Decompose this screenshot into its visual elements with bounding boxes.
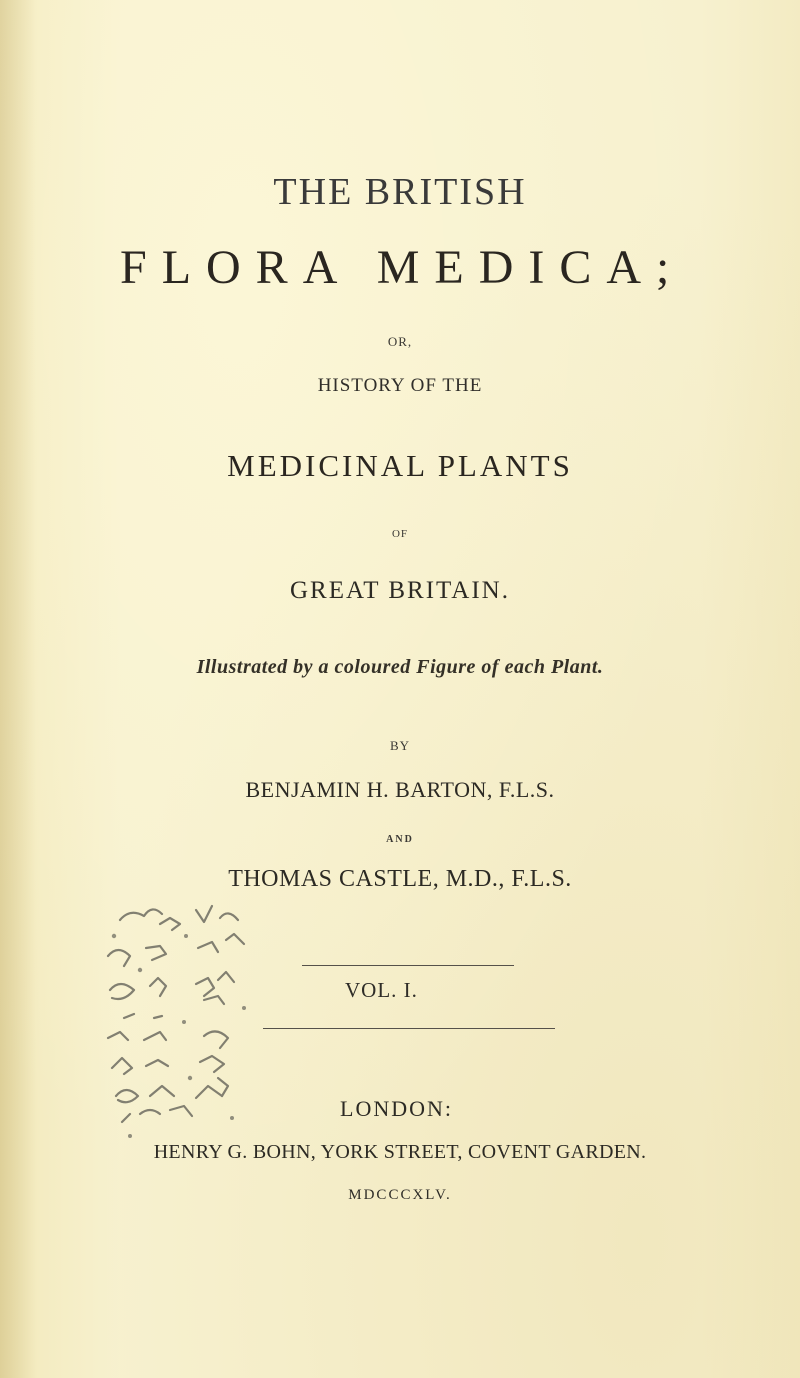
line-by: BY bbox=[389, 738, 411, 753]
title-line-medicinal-plants: MEDICINAL PLANTS bbox=[227, 448, 573, 483]
imprint-city: LONDON: bbox=[340, 1096, 453, 1121]
imprint-year: MDCCCXLV. bbox=[348, 1187, 452, 1203]
title-line-the-british: THE BRITISH bbox=[273, 171, 527, 213]
title-flora-medica: FLORA MEDICA; bbox=[120, 241, 685, 294]
volume-label: VOL. I. bbox=[345, 978, 418, 1002]
title-line-history-of-the: HISTORY OF THE bbox=[317, 375, 483, 396]
divider-rule-bottom bbox=[263, 1028, 555, 1029]
title-line-of: OF bbox=[391, 528, 409, 540]
imprint-publisher: HENRY G. BOHN, YORK STREET, COVENT GARDEN. bbox=[153, 1141, 647, 1163]
title-line-or: OR, bbox=[387, 334, 413, 349]
library-stamp-icon bbox=[100, 900, 280, 1150]
subtitle-illustrated: Illustrated by a coloured Figure of each Plant. bbox=[196, 656, 604, 678]
divider-rule-top bbox=[302, 965, 514, 966]
author-benjamin-barton: BENJAMIN H. BARTON, F.L.S. bbox=[245, 777, 555, 802]
author-thomas-castle: THOMAS CASTLE, M.D., F.L.S. bbox=[228, 866, 572, 892]
title-line-great-britain: GREAT BRITAIN. bbox=[290, 577, 510, 604]
line-and: AND bbox=[386, 834, 414, 845]
